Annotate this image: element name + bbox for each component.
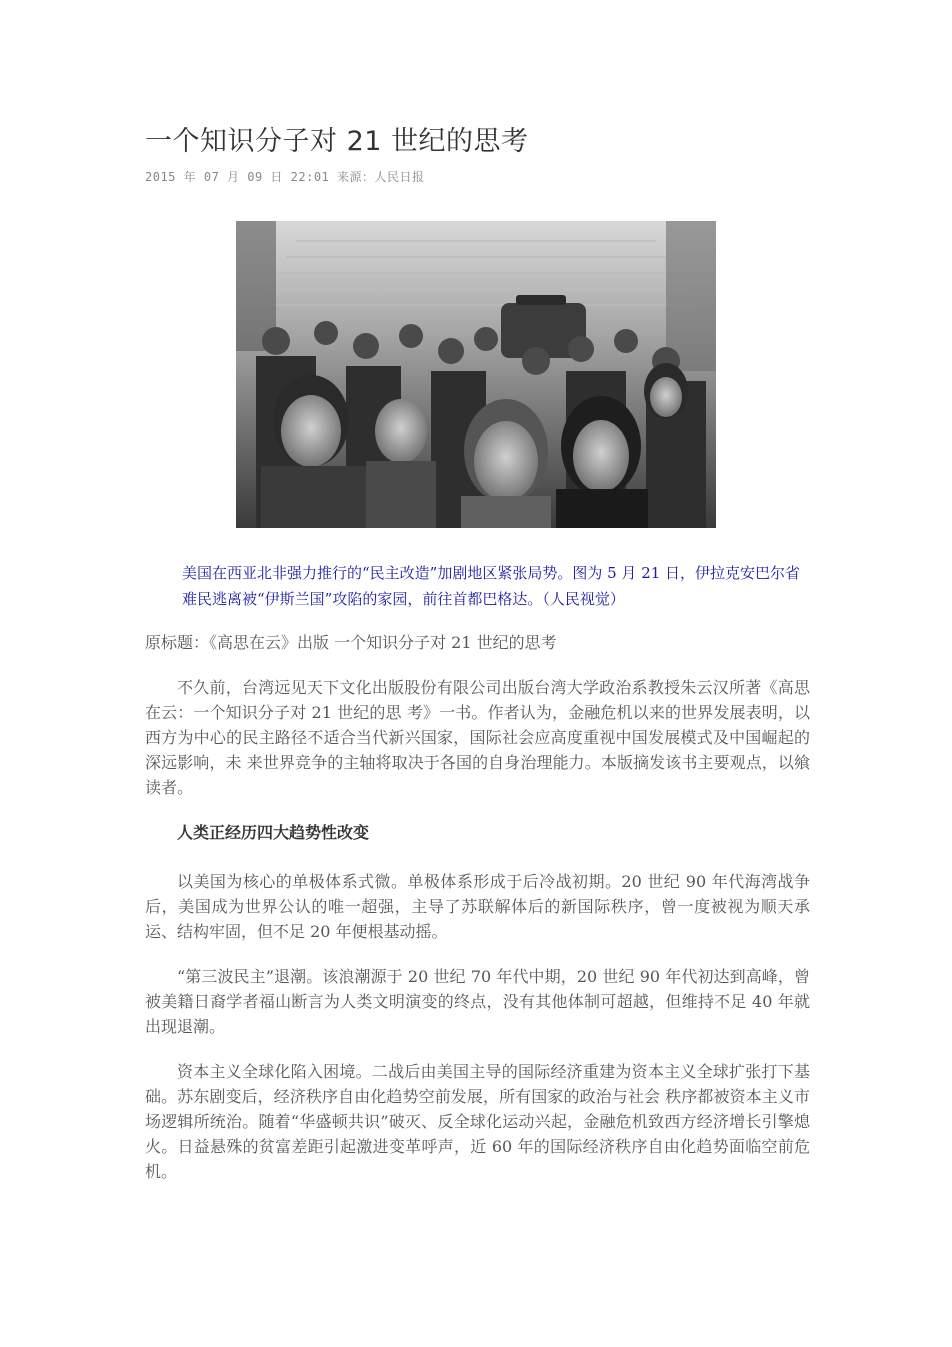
photo-caption: 美国在西亚北非强力推行的“民主改造”加剧地区紧张局势。图为 5 月 21 日，伊拉克安巴尔省难民逃离被“伊斯兰国”攻陷的家园，前往首都巴格达。（人民视觉） (182, 564, 801, 608)
photo-refugees-crowd-icon (236, 221, 716, 528)
section-heading: 人类正经历四大趋势性改变 (177, 823, 370, 842)
section-paragraph-3: 资本主义全球化陷入困境。二战后由美国主导的国际经济重建为资本主义全球扩张打下基础。苏东剧变后，经济秩序自由化趋势空前发展，所有国家的政治与社会 秩序都被资本主义市场逻辑所统治。随着“华盛顿共识”破灭、反全球化运动兴起，金融危机致西方经济增长引擎熄火。日益悬殊的贫富差距引起激进变革呼声，近 60 年的国际经济秩序自由化趋势面临空前危机。 (145, 1062, 810, 1181)
section-paragraph-2: “第三波民主”退潮。该浪潮源于 20 世纪 70 年代中期，20 世纪 90 年代初达到高峰，曾被美籍日裔学者福山断言为人类文明演变的终点，没有其他体制可超越，但维持不足 40 年就出现退潮。 (145, 967, 810, 1036)
intro-paragraph: 不久前，台湾远见天下文化出版股份有限公司出版台湾大学政治系教授朱云汉所著《高思在云：一个知识分子对 21 世纪的思 考》一书。作者认为，金融危机以来的世界发展表明，以西方为中心的民主路径不适合当代新兴国家，国际社会应高度重视中国发展模式及中国崛起的深远影响，未 来世界竞争的主轴将取决于各国的自身治理能力。本版摘发该书主要观点，以飨读者。 (145, 678, 810, 797)
original-title: 原标题：《高思在云》出版 一个知识分子对 21 世纪的思考 (145, 633, 557, 652)
article-title: 一个知识分子对 21 世纪的思考 (145, 126, 529, 157)
article-photo (236, 221, 716, 528)
article-body (145, 630, 810, 1204)
article (145, 122, 810, 1181)
section-paragraph-1: 以美国为核心的单极体系式微。单极体系形成于后冷战初期。20 世纪 90 年代海湾战争后，美国成为世界公认的唯一超强，主导了苏联解体后的新国际秩序，曾一度被视为顺天承运、结构牢固，但不足 20 年便根基动摇。 (145, 872, 810, 941)
article-meta: 2015 年 07 月 09 日 22:01 来源：人民日报 (145, 170, 425, 184)
